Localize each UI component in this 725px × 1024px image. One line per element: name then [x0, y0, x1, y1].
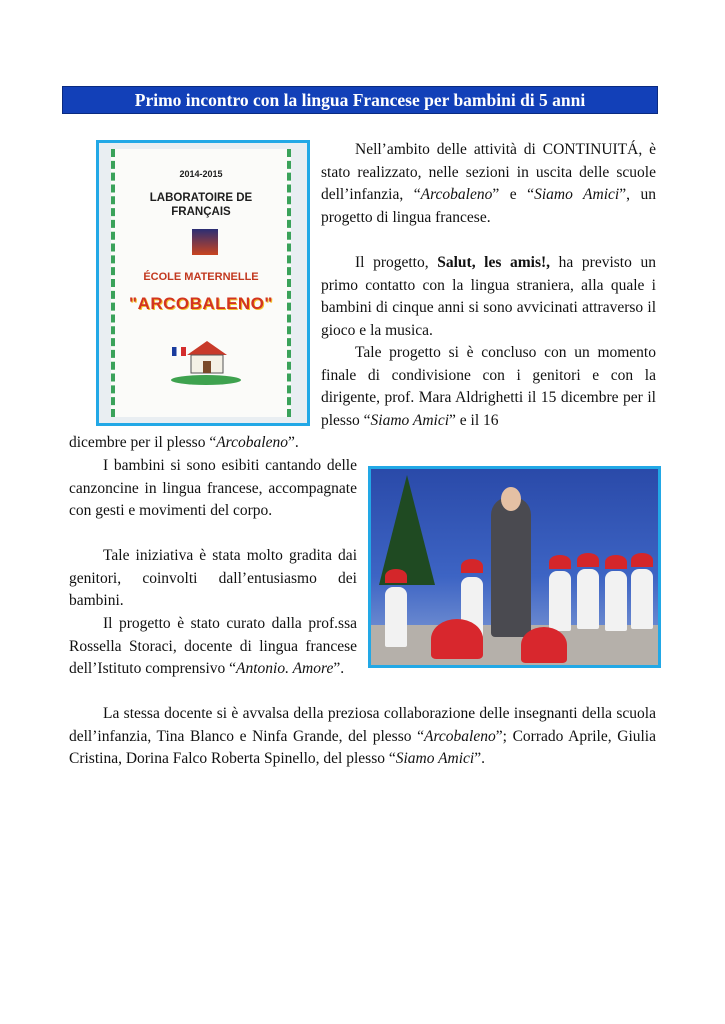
santa-hat-icon	[549, 555, 571, 569]
child-figure	[385, 587, 407, 647]
eiffel-tower-icon	[192, 229, 218, 255]
santa-hat-icon	[431, 619, 483, 659]
poster-lab-line2: FRANÇAIS	[171, 206, 231, 218]
p3-text-3: dicembre per il plesso “	[69, 434, 217, 451]
paragraph-7	[69, 703, 656, 771]
p7-italic-1: Arcobaleno	[424, 727, 496, 745]
poster-school-name: "ARCOBALENO"	[129, 294, 273, 313]
child-figure	[631, 569, 653, 629]
p1-italic-1: Arcobaleno	[420, 186, 493, 204]
p3-italic-2: Arcobaleno	[216, 434, 288, 451]
title-banner	[62, 86, 658, 114]
p6-text-2: ”.	[333, 660, 345, 678]
p1-text-1: Nell’ambito delle attività di CONTINUITÁ, è stato realizzato, nelle sezioni in uscita delle scuole dell’infanzia, “	[321, 141, 656, 204]
p6-text-1: Il progetto è stato curato dalla prof.ssa Rossella Storaci, docente di lingua francese dell’Istituto comprensivo “	[69, 615, 357, 678]
children-photo	[368, 466, 661, 668]
p2-text-1: Il progetto,	[355, 254, 438, 271]
p7-text-2: ”; Corrado Aprile, Giulia Cristina, Dorina Falco Roberta Spinello, del plesso “	[69, 727, 656, 768]
christmas-tree-icon	[379, 475, 435, 585]
p7-italic-2: Siamo Amici	[395, 750, 475, 768]
poster-sheet	[111, 149, 291, 417]
teacher-figure	[491, 497, 531, 637]
p6-italic-1: Antonio. Amore	[236, 660, 334, 678]
house-icon	[185, 339, 229, 375]
santa-hat-icon	[385, 569, 407, 583]
p3-text-2: ” e il 16	[449, 411, 499, 429]
child-figure	[605, 571, 627, 631]
p3-italic-1: Siamo Amici	[370, 411, 450, 429]
p3-text-1: Tale progetto si è concluso con un momento finale di condivisione con i genitori e con la dirigente, prof. Mara Aldrighetti il 15 dicembre per il plesso “	[321, 344, 656, 429]
santa-hat-icon	[521, 627, 567, 663]
p1-text-3: ”, un progetto di lingua francese.	[321, 186, 657, 226]
p7-text-1: La stessa docente si è avvalsa della preziosa collaborazione delle insegnanti della scuola dell’infanzia, Tina Blanco e Ninfa Grande, del plesso “	[69, 705, 656, 745]
child-figure	[549, 571, 571, 631]
santa-hat-icon	[631, 553, 653, 567]
p3-text-4: ”.	[287, 434, 299, 451]
paragraph-3-continued	[69, 432, 669, 455]
paragraph-1	[321, 139, 656, 229]
santa-hat-icon	[605, 555, 627, 569]
grass-shape	[171, 375, 241, 385]
page-title: Primo incontro con la lingua Francese per bambini di 5 anni	[134, 89, 586, 110]
p1-italic-2: Siamo Amici	[534, 186, 620, 204]
poster-lab-title	[115, 191, 287, 219]
paragraph-6	[69, 613, 357, 681]
paragraph-5: Tale iniziativa è stata molto gradita dai genitori, coinvolti dall’entusiasmo dei bambini.	[69, 547, 357, 610]
paragraph-2	[321, 252, 656, 342]
santa-hat-icon	[461, 559, 483, 573]
child-figure	[577, 569, 599, 629]
paragraph-4: I bambini si sono esibiti cantando delle canzoncine in lingua francese, accompagnate con gesti e movimenti del corpo.	[69, 457, 357, 520]
paragraph-3	[321, 342, 656, 432]
p2-bold-1: Salut, les amis!,	[437, 254, 551, 271]
poster-ecole: ÉCOLE MATERNELLE	[143, 271, 259, 283]
santa-hat-icon	[577, 553, 599, 567]
teacher-head	[501, 487, 521, 511]
poster-image	[96, 140, 310, 426]
p7-text-3: ”.	[474, 750, 485, 768]
poster-year: 2014-2015	[179, 169, 223, 179]
p2-text-2: ha previsto un primo contatto con la lingua straniera, alla quale i bambini di cinque anni si sono avvicinati attraverso il gioco e la musica.	[321, 254, 656, 339]
french-flag-icon	[172, 347, 186, 356]
poster-lab-line1: LABORATOIRE DE	[149, 192, 253, 204]
p1-text-2: ” e “	[492, 186, 535, 204]
